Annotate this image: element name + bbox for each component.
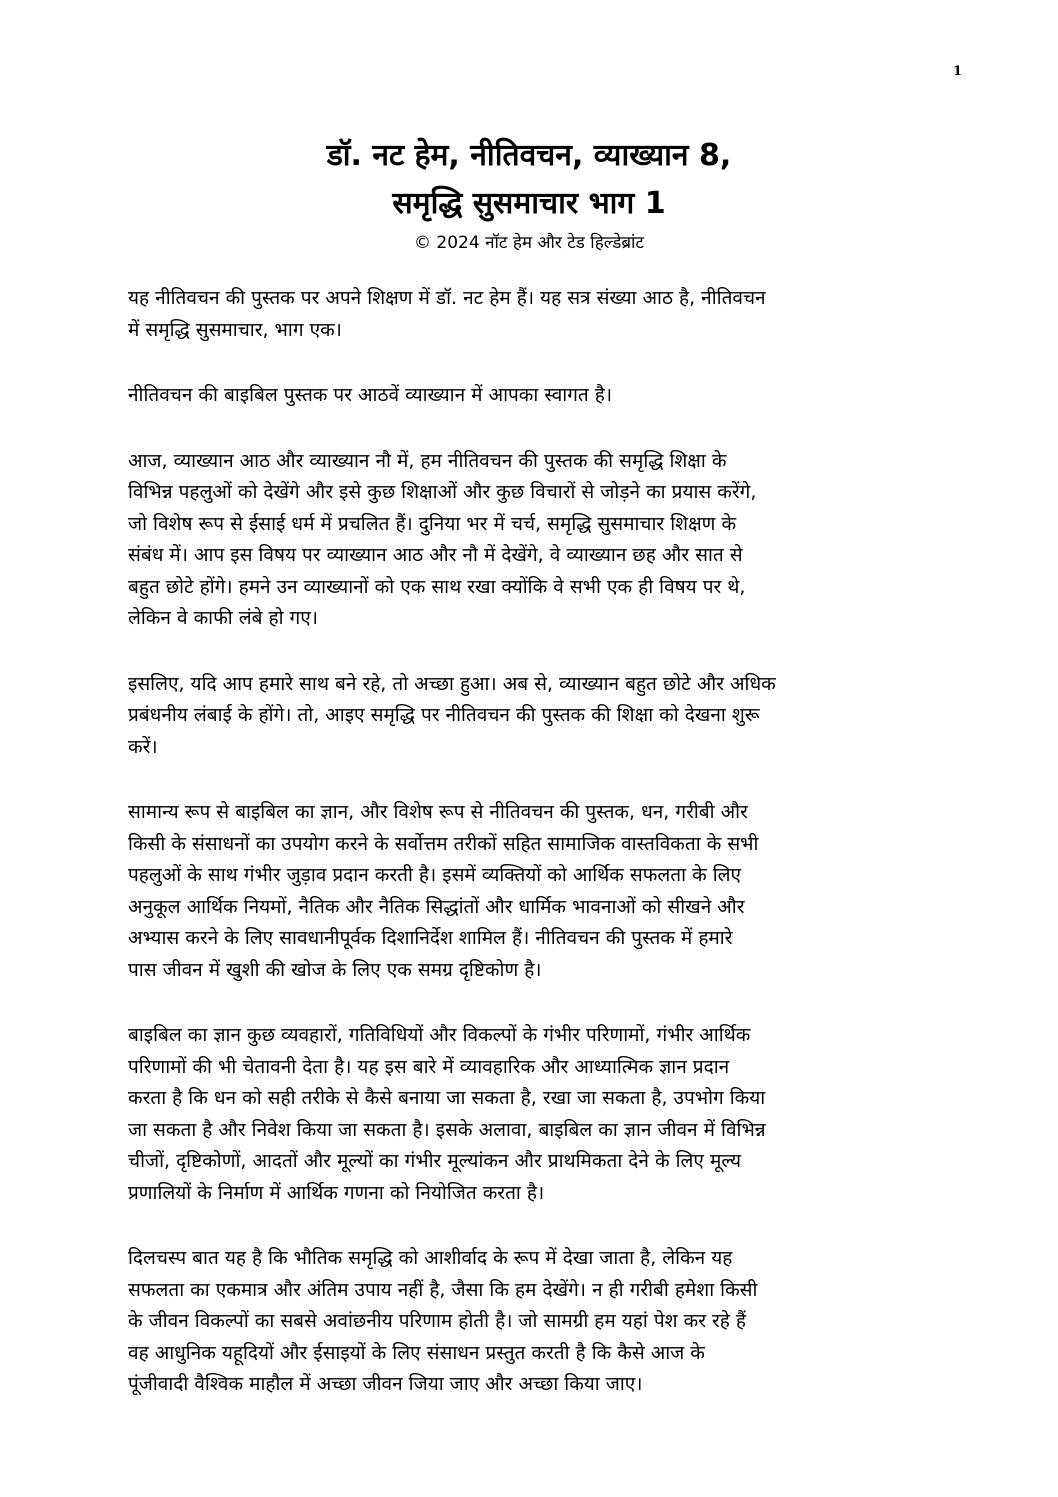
paragraph-line: इसलिए, यदि आप हमारे साथ बने रहे, तो अच्छा हुआ। अब से, व्याख्यान बहुत छोटे और अधिक	[128, 672, 776, 695]
paragraph-line: करता है कि धन को सही तरीके से कैसे बनाया जा सकता है, रखा जा सकता है, उपभोग किया	[128, 1087, 766, 1109]
paragraph-line: जो विशेष रूप से ईसाई धर्म में प्रचलित हैं। दुनिया भर में चर्च, समृद्धि सुसमाचार शिक्षण के	[128, 512, 737, 535]
paragraph-line: प्रणालियों के निर्माण में आर्थिक गणना को नियोजित करता है।	[128, 1181, 545, 1204]
paragraph-line: बहुत छोटे होंगे। हमने उन व्याख्यानों को एक साथ रखा क्योंकि वे सभी एक ही विषय पर थे,	[128, 575, 746, 598]
paragraph-line: लेकिन वे काफी लंबे हो गए।	[128, 607, 318, 629]
paragraph-line: प्रबंधनीय लंबाई के होंगे। तो, आइए समृद्धि पर नीतिवचन की पुस्तक की शिक्षा को देखना शुरू	[128, 704, 760, 726]
paragraph-line: आज, व्याख्यान आठ और व्याख्यान नौ में, हम नीतिवचन की पुस्तक की समृद्धि शिक्षा के	[128, 449, 727, 472]
page-number: 1	[952, 64, 962, 79]
paragraph-line: सामान्य रूप से बाइबिल का ज्ञान, और विशेष रूप से नीतिवचन की पुस्तक, धन, गरीबी और	[128, 801, 748, 823]
paragraph-line: किसी के संसाधनों का उपयोग करने के सर्वोत्तम तरीकों सहित सामाजिक वास्तविकता के सभी	[128, 832, 759, 855]
paragraph	[128, 669, 936, 764]
paragraph	[128, 1020, 936, 1209]
paragraph-line: करें।	[128, 735, 158, 758]
paragraph-line: चीजों, दृष्टिकोणों, आदतों और मूल्यों का गंभीर मूल्यांकन और प्राथमिकता देने के लिए मूल्य	[128, 1150, 742, 1172]
paragraph-line: में समृद्धि सुसमाचार, भाग एक।	[128, 318, 342, 341]
paragraph	[128, 797, 936, 986]
paragraph-line: अभ्यास करने के लिए सावधानीपूर्वक दिशानिर्देश शामिल हैं। नीतिवचन की पुस्तक में हमारे	[128, 927, 733, 949]
paragraph-line: परिणामों की भी चेतावनी देता है। यह इस बारे में व्यावहारिक और आध्यात्मिक ज्ञान प्रदान	[128, 1055, 730, 1078]
paragraph-line: पास जीवन में खुशी की खोज के लिए एक समग्र दृष्टिकोण है।	[128, 958, 542, 981]
title-block	[0, 132, 1058, 256]
paragraph-line: यह नीतिवचन की पुस्तक पर अपने शिक्षण में डॉ. नट हेम हैं। यह सत्र संख्या आठ है, नीतिवचन	[128, 287, 766, 309]
paragraph	[128, 283, 936, 346]
paragraph-line: अनुकूल आर्थिक नियमों, नैतिक और नैतिक सिद्धांतों और धार्मिक भावनाओं को सीखने और	[128, 895, 745, 918]
paragraph-line: नीतिवचन की बाइबिल पुस्तक पर आठवें व्याख्यान में आपका स्वागत है।	[128, 384, 613, 406]
paragraph-line: विभिन्न पहलुओं को देखेंगे और इसे कुछ शिक्षाओं और कुछ विचारों से जोड़ने का प्रयास करेंगे,	[128, 481, 757, 503]
paragraph	[128, 1243, 936, 1401]
paragraph-line: दिलचस्प बात यह है कि भौतिक समृद्धि को आशीर्वाद के रूप में देखा जाता है, लेकिन यह	[128, 1247, 733, 1269]
paragraph-line: के जीवन विकल्पों का सबसे अवांछनीय परिणाम होती है। जो सामग्री हम यहां पेश कर रहे हैं	[128, 1310, 746, 1332]
document-title-line-1: डॉ. नट हेम, नीतिवचन, व्याख्यान 8,	[326, 138, 732, 173]
paragraph-line: सफलता का एकमात्र और अंतिम उपाय नहीं है, जैसा कि हम देखेंगे। न ही गरीबी हमेशा किसी	[128, 1278, 758, 1301]
paragraph	[128, 380, 936, 412]
paragraph-line: पूंजीवादी वैश्विक माहौल में अच्छा जीवन जिया जाए और अच्छा किया जाए।	[128, 1373, 643, 1395]
paragraph-line: पहलुओं के साथ गंभीर जुड़ाव प्रदान करती है। इसमें व्यक्तियों को आर्थिक सफलता के लिए	[128, 864, 742, 886]
document-title-line-2: समृद्धि सुसमाचार भाग 1	[392, 186, 666, 221]
copyright-notice: © 2024 नॉट हेम और टेड हिल्डेब्रांट	[414, 233, 644, 253]
document-body	[128, 283, 936, 1435]
paragraph-line: बाइबिल का ज्ञान कुछ व्यवहारों, गतिविधियों और विकल्पों के गंभीर परिणामों, गंभीर आर्थिक	[128, 1024, 751, 1046]
paragraph-line: संबंध में। आप इस विषय पर व्याख्यान आठ और नौ में देखेंगे, वे व्याख्यान छह और सात से	[128, 544, 743, 566]
paragraph	[128, 446, 936, 635]
paragraph-line: वह आधुनिक यहूदियों और ईसाइयों के लिए संसाधन प्रस्तुत करती है कि कैसे आज के	[128, 1341, 705, 1364]
paragraph-line: जा सकता है और निवेश किया जा सकता है। इसके अलावा, बाइबिल का ज्ञान जीवन में विभिन्न	[128, 1118, 766, 1141]
